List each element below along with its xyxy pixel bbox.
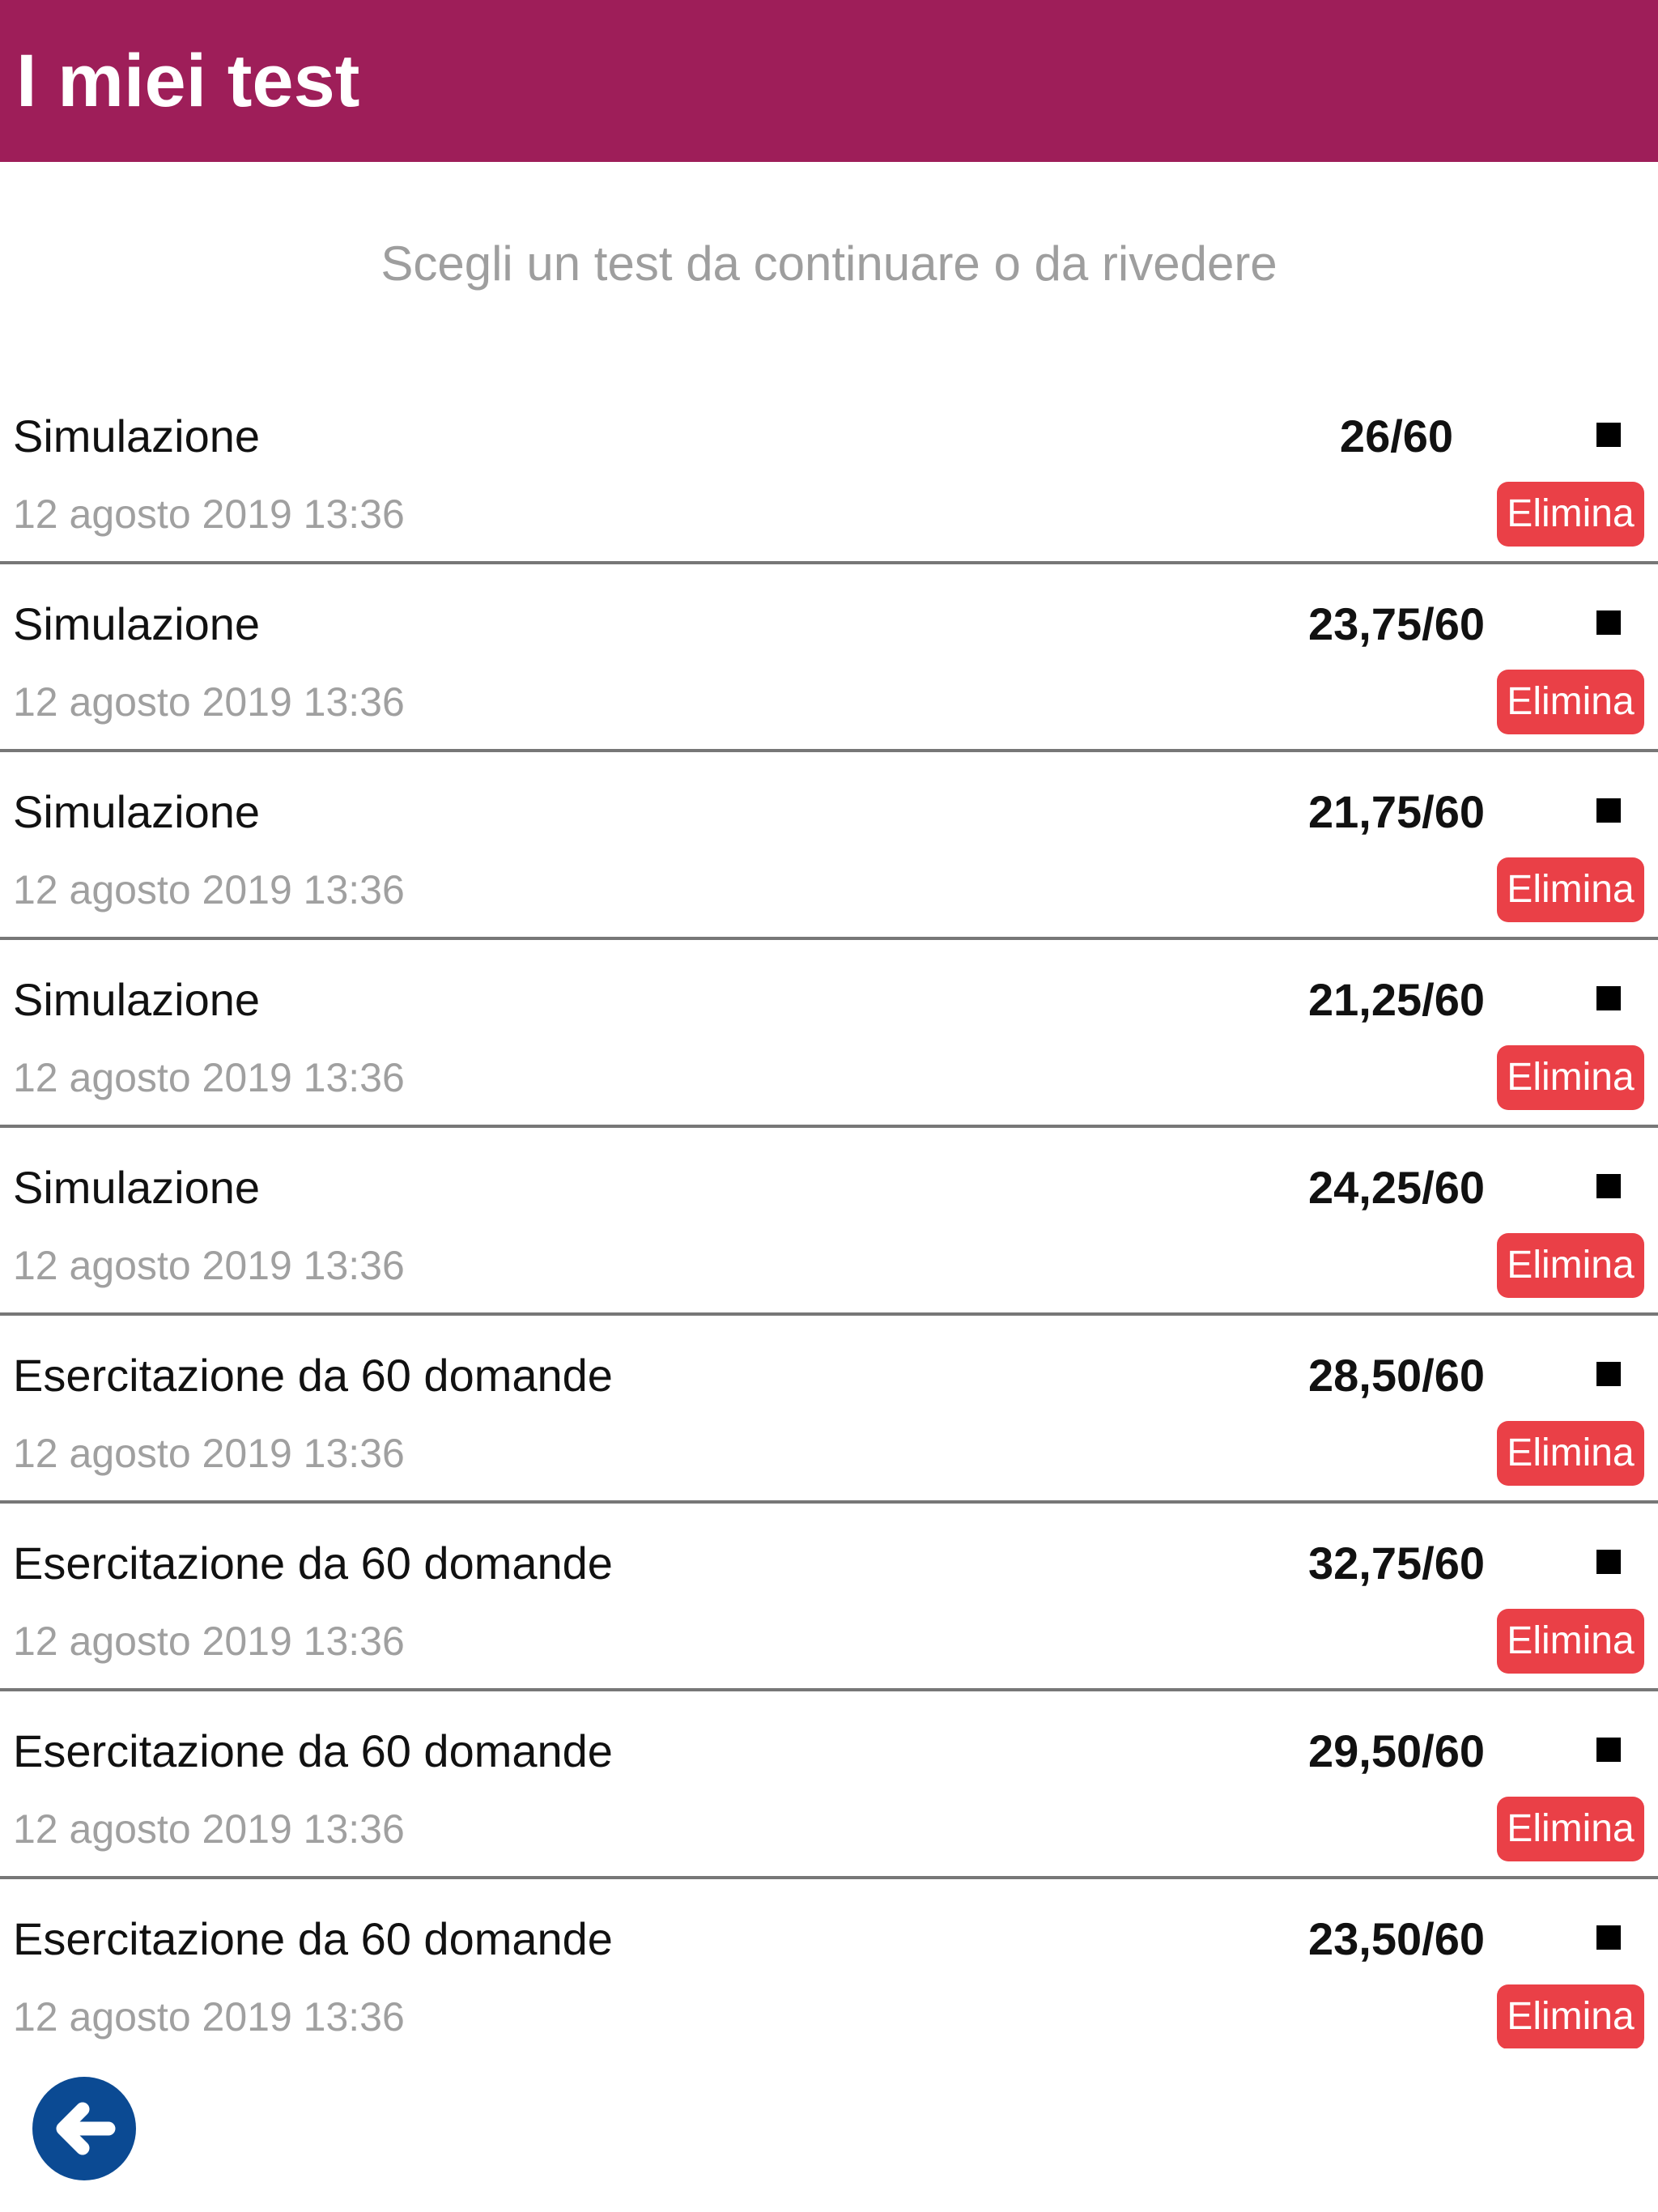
stop-icon[interactable] xyxy=(1596,1362,1621,1386)
stop-icon[interactable] xyxy=(1596,1925,1621,1950)
test-name: Simulazione xyxy=(13,1162,261,1213)
test-list-item[interactable] xyxy=(0,940,1658,1128)
test-name: Simulazione xyxy=(13,598,261,649)
delete-button[interactable]: Elimina xyxy=(1497,670,1644,734)
test-list-item[interactable] xyxy=(0,1691,1658,1879)
delete-button[interactable]: Elimina xyxy=(1497,1421,1644,1486)
app-header xyxy=(0,0,1658,162)
test-score: 21,75/60 xyxy=(1308,786,1485,837)
test-score: 23,50/60 xyxy=(1308,1913,1485,1964)
test-date: 12 agosto 2019 13:36 xyxy=(13,1055,405,1100)
delete-button[interactable]: Elimina xyxy=(1497,1045,1644,1110)
test-list-item[interactable] xyxy=(0,1128,1658,1316)
test-score: 21,25/60 xyxy=(1308,974,1485,1025)
test-list xyxy=(0,376,1658,2048)
test-name: Esercitazione da 60 domande xyxy=(13,1350,613,1401)
test-date: 12 agosto 2019 13:36 xyxy=(13,491,405,537)
test-name: Simulazione xyxy=(13,786,261,837)
stop-icon[interactable] xyxy=(1596,798,1621,823)
test-score: 24,25/60 xyxy=(1308,1162,1485,1213)
test-list-item[interactable] xyxy=(0,1879,1658,2048)
test-list-item[interactable] xyxy=(0,1316,1658,1504)
delete-button[interactable]: Elimina xyxy=(1497,1797,1644,1861)
delete-button[interactable]: Elimina xyxy=(1497,1609,1644,1674)
test-date: 12 agosto 2019 13:36 xyxy=(13,679,405,725)
test-name: Simulazione xyxy=(13,974,261,1025)
test-score: 29,50/60 xyxy=(1308,1725,1485,1776)
arrow-left-icon xyxy=(32,2077,136,2180)
test-date: 12 agosto 2019 13:36 xyxy=(13,1619,405,1664)
delete-button[interactable]: Elimina xyxy=(1497,857,1644,922)
page-title: I miei test xyxy=(16,40,360,122)
test-date: 12 agosto 2019 13:36 xyxy=(13,867,405,912)
stop-icon[interactable] xyxy=(1596,1738,1621,1762)
stop-icon[interactable] xyxy=(1596,610,1621,635)
test-list-item[interactable] xyxy=(0,752,1658,940)
test-date: 12 agosto 2019 13:36 xyxy=(13,1994,405,2040)
stop-icon[interactable] xyxy=(1596,1174,1621,1198)
delete-button[interactable]: Elimina xyxy=(1497,1233,1644,1298)
test-score: 32,75/60 xyxy=(1308,1538,1485,1589)
test-date: 12 agosto 2019 13:36 xyxy=(13,1243,405,1288)
stop-icon[interactable] xyxy=(1596,1550,1621,1574)
test-name: Simulazione xyxy=(13,410,261,462)
stop-icon[interactable] xyxy=(1596,423,1621,447)
stop-icon[interactable] xyxy=(1596,986,1621,1010)
delete-button[interactable]: Elimina xyxy=(1497,482,1644,547)
back-button[interactable] xyxy=(32,2077,136,2180)
test-score: 26/60 xyxy=(1339,410,1454,462)
test-list-item[interactable] xyxy=(0,376,1658,564)
test-name: Esercitazione da 60 domande xyxy=(13,1538,613,1589)
test-score: 28,50/60 xyxy=(1308,1350,1485,1401)
test-list-item[interactable] xyxy=(0,1504,1658,1691)
test-date: 12 agosto 2019 13:36 xyxy=(13,1806,405,1852)
page-subtitle: Scegli un test da continuare o da rivedere xyxy=(380,236,1278,291)
delete-button[interactable]: Elimina xyxy=(1497,1984,1644,2048)
test-list-item[interactable] xyxy=(0,564,1658,752)
test-date: 12 agosto 2019 13:36 xyxy=(13,1431,405,1476)
test-name: Esercitazione da 60 domande xyxy=(13,1913,613,1964)
test-name: Esercitazione da 60 domande xyxy=(13,1725,613,1776)
test-score: 23,75/60 xyxy=(1308,598,1485,649)
